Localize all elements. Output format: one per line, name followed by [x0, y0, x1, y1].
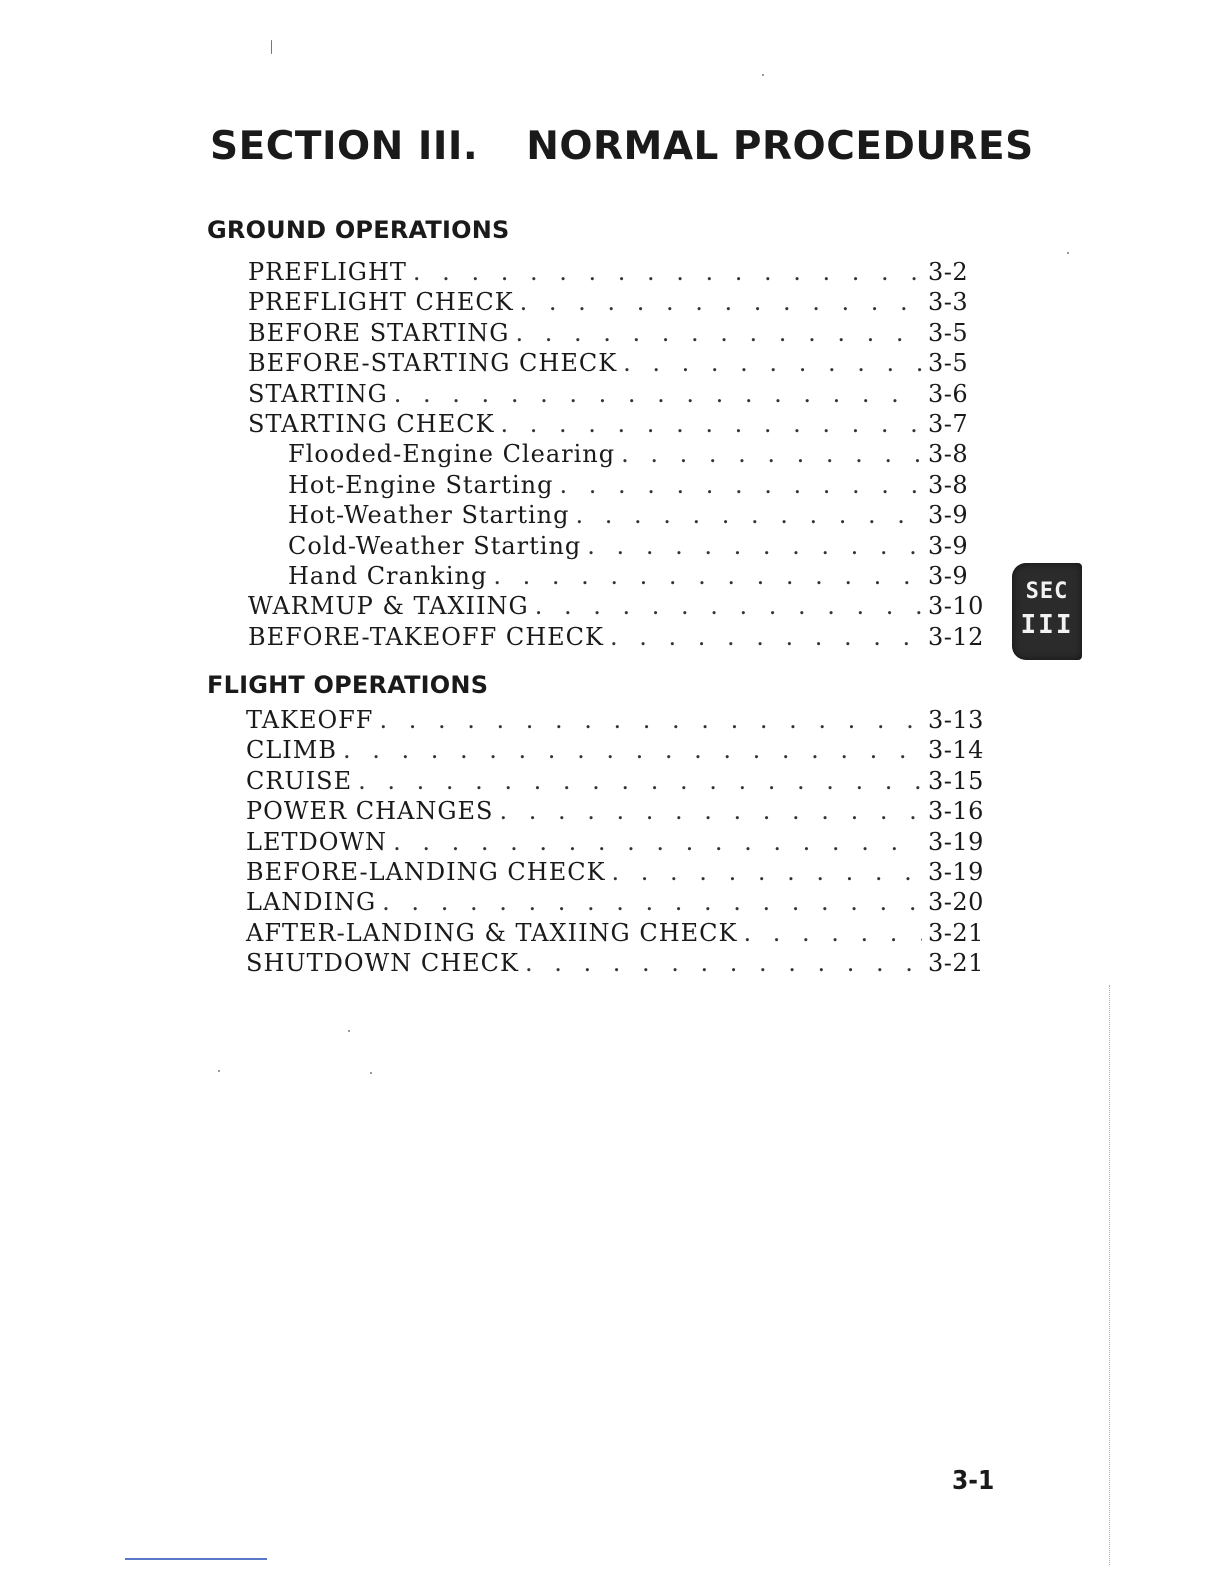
toc-entry-shutdown-check[interactable]	[246, 949, 992, 979]
toc-entry-page: 3-16	[928, 797, 984, 826]
dot-leader	[623, 349, 922, 377]
toc-entry-label: STARTING	[248, 379, 388, 408]
dot-leader	[610, 623, 922, 651]
toc-subentry-cold-weather-starting[interactable]	[248, 532, 992, 562]
toc-entry-page: 3-6	[928, 379, 969, 408]
toc-entry-page: 3-13	[928, 706, 984, 734]
toc-entry-page: 3-12	[928, 622, 984, 651]
scan-speck	[370, 1072, 372, 1074]
page-edge-line	[1109, 985, 1110, 1565]
page-number: 3-1	[952, 1466, 995, 1496]
bottom-rule	[125, 1558, 267, 1560]
toc-subentry-hand-cranking[interactable]	[248, 562, 992, 592]
toc-entry-page: 3-3	[928, 288, 969, 317]
scan-speck	[762, 74, 764, 76]
toc-entry-after-landing-taxiing-check[interactable]	[246, 919, 992, 949]
dot-leader	[343, 736, 922, 764]
section-tab-number: III	[1020, 610, 1074, 640]
toc-entry-label: CLIMB	[246, 736, 337, 765]
toc-entry-letdown[interactable]	[246, 828, 992, 858]
flight-operations-list	[246, 706, 992, 980]
toc-entry-page: 3-9	[928, 561, 969, 590]
toc-entry-page: 3-9	[928, 531, 969, 560]
dot-leader	[413, 258, 922, 286]
toc-entry-page: 3-10	[928, 592, 984, 621]
dot-leader	[394, 380, 922, 408]
dot-leader	[382, 888, 922, 916]
dot-leader	[493, 562, 922, 590]
dot-leader	[393, 828, 922, 856]
dot-leader	[525, 949, 922, 977]
toc-subentry-flooded-engine-clearing[interactable]	[248, 440, 992, 470]
dot-leader	[515, 319, 922, 347]
section-number: SECTION III.	[210, 124, 479, 169]
dot-leader	[501, 410, 922, 438]
toc-entry-warmup-taxiing[interactable]	[248, 592, 992, 622]
toc-subentry-hot-weather-starting[interactable]	[248, 501, 992, 531]
toc-entry-before-starting-check[interactable]	[248, 349, 992, 379]
scan-speck	[271, 40, 272, 54]
toc-entry-page: 3-8	[928, 470, 969, 499]
toc-entry-page: 3-5	[928, 349, 969, 378]
scan-speck	[218, 1070, 220, 1072]
toc-entry-label: BEFORE-STARTING CHECK	[248, 349, 618, 378]
dot-leader	[621, 440, 922, 468]
toc-entry-cruise[interactable]	[246, 767, 992, 797]
dot-leader	[535, 592, 922, 620]
toc-entry-label: AFTER-LANDING & TAXIING CHECK	[246, 918, 738, 947]
dot-leader	[358, 767, 922, 795]
toc-entry-label: WARMUP & TAXIING	[248, 592, 529, 621]
toc-entry-label: LETDOWN	[246, 827, 388, 856]
toc-entry-preflight[interactable]	[248, 258, 992, 288]
toc-entry-page: 3-14	[928, 736, 984, 765]
ground-operations-list	[248, 258, 992, 653]
toc-entry-page: 3-20	[928, 888, 984, 917]
toc-entry-power-changes[interactable]	[246, 797, 992, 827]
toc-entry-preflight-check[interactable]	[248, 288, 992, 318]
toc-entry-starting-check[interactable]	[248, 410, 992, 440]
toc-entry-page: 3-21	[928, 949, 984, 978]
dot-leader	[587, 532, 922, 560]
toc-entry-label: BEFORE-TAKEOFF CHECK	[248, 622, 604, 651]
toc-entry-label: PREFLIGHT	[248, 258, 407, 286]
toc-entry-before-starting[interactable]	[248, 319, 992, 349]
toc-entry-page: 3-5	[928, 318, 969, 347]
toc-entry-page: 3-2	[928, 258, 969, 286]
toc-entry-climb[interactable]	[246, 736, 992, 766]
toc-entry-label: STARTING CHECK	[248, 409, 495, 438]
toc-entry-label: TAKEOFF	[246, 706, 374, 734]
toc-entry-label: Cold-Weather Starting	[288, 531, 582, 560]
toc-entry-label: CRUISE	[246, 766, 353, 795]
toc-entry-label: SHUTDOWN CHECK	[246, 949, 519, 978]
toc-entry-label: BEFORE STARTING	[248, 318, 510, 347]
dot-leader	[520, 288, 922, 316]
toc-entry-label: Hot-Engine Starting	[288, 470, 554, 499]
dot-leader	[575, 501, 922, 529]
section-thumb-tab[interactable]	[1012, 563, 1082, 660]
toc-entry-starting[interactable]	[248, 380, 992, 410]
toc-entry-takeoff[interactable]	[246, 706, 992, 736]
toc-entry-page: 3-7	[928, 409, 969, 438]
toc-entry-label: POWER CHANGES	[246, 797, 494, 826]
toc-entry-label: BEFORE-LANDING CHECK	[246, 857, 606, 886]
section-tab-label: SEC	[1025, 579, 1069, 604]
dot-leader	[379, 706, 922, 734]
toc-entry-page: 3-9	[928, 501, 969, 530]
toc-entry-page: 3-19	[928, 827, 984, 856]
section-name: NORMAL PROCEDURES	[526, 124, 1034, 169]
toc-subentry-hot-engine-starting[interactable]	[248, 471, 992, 501]
toc-entry-label: Flooded-Engine Clearing	[288, 440, 616, 469]
section-title	[210, 124, 1034, 169]
toc-entry-page: 3-21	[928, 918, 984, 947]
toc-entry-label: PREFLIGHT CHECK	[248, 288, 514, 317]
toc-entry-before-takeoff-check[interactable]	[248, 623, 992, 653]
toc-entry-landing[interactable]	[246, 888, 992, 918]
toc-entry-label: LANDING	[246, 888, 377, 917]
ground-operations-heading: GROUND OPERATIONS	[207, 216, 510, 244]
toc-entry-page: 3-15	[928, 766, 984, 795]
flight-operations-heading: FLIGHT OPERATIONS	[207, 671, 489, 699]
toc-entry-label: Hot-Weather Starting	[288, 501, 570, 530]
dot-leader	[559, 471, 922, 499]
toc-entry-label: Hand Cranking	[288, 561, 488, 590]
dot-leader	[612, 858, 922, 886]
toc-entry-page: 3-8	[928, 440, 969, 469]
dot-leader	[499, 797, 922, 825]
scan-speck	[348, 1030, 350, 1032]
toc-entry-before-landing-check[interactable]	[246, 858, 992, 888]
toc-entry-page: 3-19	[928, 857, 984, 886]
dot-leader	[743, 919, 922, 947]
scan-speck	[1067, 252, 1069, 254]
